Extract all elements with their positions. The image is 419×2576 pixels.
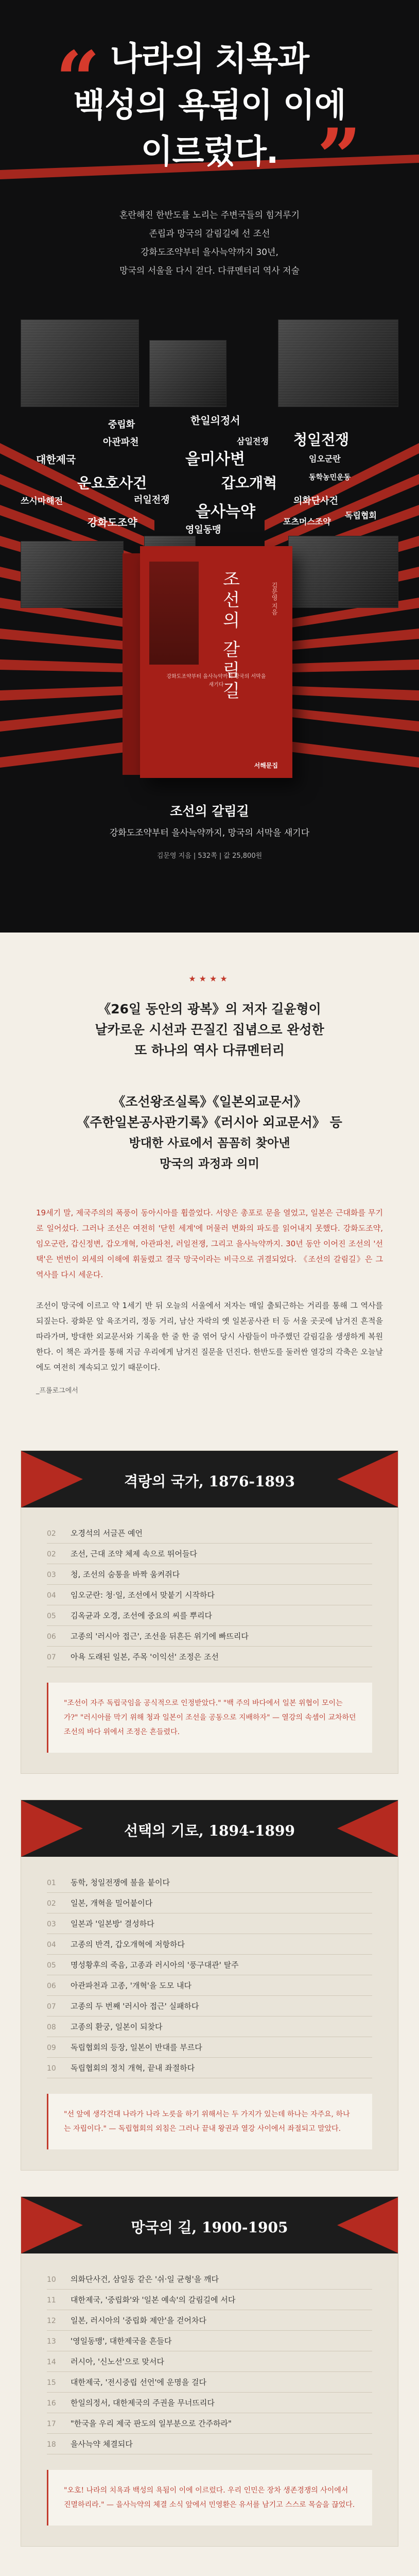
toc-part-title: 격랑의 국가, 1876-1893 <box>124 1473 295 1490</box>
toc-quote: "조선이 자주 독립국임을 공식적으로 인정받았다." "백 주의 바다에서 일본 위협이 모이는 가?" "러시아를 막기 위해 청과 일본이 조선을 공동으로 지배하자" — 열강의 속셈이 교차하던 조선의 바다 위에서 조정은 흔들렸다. <box>47 1683 372 1753</box>
keyword: 동학농민운동 <box>309 473 351 482</box>
hero-description: 혼란해진 한반도를 노리는 주변국들의 힘겨루기 존립과 망국의 갈림길에 선 조선 강화도조약부터 을사늑약까지 30년, 망국의 서울을 다시 걷다. 다큐멘터리 역사 저술 <box>119 210 300 276</box>
body-note: _프롤로그에서 <box>36 1387 78 1395</box>
intro-lead-1: 《26일 동안의 광복》의 저자 길윤형이 날카로운 시선과 끈질긴 집념으로 완성한 또 하나의 역사 다큐멘터리 <box>95 1002 324 1058</box>
photo-ship <box>21 319 139 407</box>
list-item: 15 대한제국, '전시중립 선언'에 운명을 걸다 <box>47 2372 372 2393</box>
toc-quote: "오호! 나라의 치욕과 백성의 욕됨이 이에 이르렀다. 우리 인민은 장차 생존경쟁의 사이에서 진멸하리라." — 을사늑약의 체결 소식 앞에서 민영환은 유서를 남기고 스스로 목숨을 끊었다. <box>47 2470 372 2526</box>
keyword: 운요호사건 <box>77 474 147 492</box>
intro-body <box>0 1205 419 1450</box>
keyword: 독립협회 <box>345 511 377 520</box>
keyword: 을미사변 <box>185 450 245 468</box>
list-item: 03 일본과 '일본방' 결성하다 <box>47 1913 372 1934</box>
list-item: 02 오경석의 서글픈 예언 <box>47 1523 372 1544</box>
keyword: 청일전쟁 <box>293 431 350 448</box>
toc-part-2 <box>21 1800 398 2171</box>
book-cover <box>123 546 292 778</box>
book-spine <box>123 553 142 775</box>
toc-part-header <box>21 1800 398 1857</box>
list-item: 06 고종의 '러시아 접근', 조선을 뒤흔든 위기에 빠뜨리다 <box>47 1626 372 1647</box>
rating-stars: ★★★★ <box>188 974 231 984</box>
intro-section <box>0 933 419 1205</box>
list-item: 05 명성황후의 죽음, 고종과 러시아의 '풍구대관' 탈주 <box>47 1955 372 1975</box>
list-item: 14 러시아, '신노선'으로 맞서다 <box>47 2351 372 2372</box>
book-cover-title: 조선의 갈림길 <box>219 570 240 702</box>
keyword: 갑오개혁 <box>221 474 277 492</box>
keyword: 포츠머스조약 <box>283 517 331 527</box>
keyword: 아관파천 <box>103 437 139 448</box>
list-item: 18 을사늑약 체결되다 <box>47 2434 372 2454</box>
keyword: 삼일전쟁 <box>237 436 269 446</box>
intro-lead-2: 《조선왕조실록》《일본외교문서》 《주한일본공사관기록》《러시아 외교문서》 등 방대한 사료에서 꼼꼼히 찾아낸 망국의 과정과 의미 <box>77 1094 342 1171</box>
photo-crowd <box>21 541 124 608</box>
list-item: 07 아욕 도래된 일본, 주목 '이익선' 조정은 조선 <box>47 1647 372 1667</box>
body-paragraph: 19세기 말, 제국주의의 폭풍이 동아시아를 휩쓸었다. 서양은 총포로 문을 열었고, 일본은 근대화를 무기로 일어섰다. 그러나 조선은 여전히 '닫힌 세계'에 머물러 변화의 파도를 읽어내지 못했다. 강화도조약, 임오군란, 갑신정변, 갑오개혁, 아관파천, 러일전쟁, 그리고 을사늑약까지. 30년 동안 이어진 조선의 '선택'은 번번이 외세의 이해에 휘둘렸고 결국 망국이라는 비극으로 귀결되었다. 《조선의 갈림길》은 그 역사를 다시 세운다. <box>36 1208 383 1279</box>
keyword: 쓰시마해전 <box>21 496 63 506</box>
book-meta: 김문영 지음 | 532쪽 | 값 25,800원 <box>156 852 263 860</box>
list-item: 02 일본, 개혁을 밀어붙이다 <box>47 1893 372 1913</box>
keyword: 중립화 <box>108 419 135 430</box>
toc-part-title: 망국의 길, 1900-1905 <box>131 2219 288 2236</box>
keyword: 임오군란 <box>309 454 341 464</box>
list-item: 12 일본, 러시아의 '중립화 제안'을 걷어차다 <box>47 2310 372 2331</box>
book-front <box>140 546 292 778</box>
toc-chapter-list <box>21 1507 398 1677</box>
list-item: 08 고종의 환궁, 일본이 되찾다 <box>47 2016 372 2037</box>
body-paragraph: 조선이 망국에 이르고 약 1세기 반 뒤 오늘의 서울에서 저자는 매일 출퇴근하는 거리를 통해 그 역사를 되짚는다. 광화문 앞 육조거리, 정동 거리, 남산 자락의 옛 일본공사관 터 등 서울 곳곳에 남겨진 흔적을 따라가며, 방대한 외교문서와 기록을 한 줄 한 줄 엮어 당시 사람들이 마주했던 갈림길을 생생하게 복원한다. 이 책은 과거를 통해 지금 우리에게 남겨진 질문을 던진다. 한반도를 둘러싼 열강의 각축은 오늘날에도 여전히 계속되고 있기 때문이다. <box>36 1301 383 1372</box>
toc-part-3 <box>21 2196 398 2547</box>
book-cover-publisher: 서해문집 <box>254 762 278 769</box>
toc-chapter-list <box>21 1857 398 2089</box>
list-item: 01 동학, 청일전쟁에 불을 붙이다 <box>47 1872 372 1893</box>
table-of-contents <box>0 1450 419 2576</box>
hero-quote <box>0 35 419 202</box>
toc-quote: "선 앞에 생각건대 나라가 나라 노릇을 하기 위해서는 두 가지가 있는데 하나는 자주요, 하나는 자립이다." — 독립협회의 외침은 그러나 끝내 왕권과 열강 사이에서 좌절되고 말았다. <box>47 2094 372 2149</box>
book-subtitle: 강화도조약부터 을사늑약까지, 망국의 서막을 새기다 <box>109 828 310 838</box>
close-quote-icon: ” <box>317 112 361 202</box>
keyword: 한일의정서 <box>190 414 240 427</box>
list-item: 02 조선, 근대 조약 체제 속으로 뛰어들다 <box>47 1544 372 1564</box>
list-item: 16 한일의정서, 대한제국의 주권을 무너뜨리다 <box>47 2393 372 2413</box>
toc-part-header <box>21 2197 398 2253</box>
toc-part-title: 선택의 기로, 1894-1899 <box>124 1822 295 1839</box>
list-item: 04 임오군란: 청·일, 조선에서 맞붙기 시작하다 <box>47 1585 372 1605</box>
keyword: 의화단사건 <box>293 496 338 506</box>
list-item: 17 "한국을 우리 제국 판도의 일부분으로 간주하라" <box>47 2413 372 2434</box>
photo-soldiers <box>278 319 398 407</box>
hero-title: 나라의 치욕과 백성의 욕됨이 이에 이르렀다. <box>73 40 346 171</box>
toc-part-1 <box>21 1450 398 1774</box>
keyword: 영일동맹 <box>185 524 221 535</box>
toc-part-header <box>21 1451 398 1507</box>
keyword: 을사늑약 <box>196 503 255 521</box>
photo-building <box>149 340 226 407</box>
list-item: 11 대한제국, '중립화'와 '일본 예속'의 갈림길에 서다 <box>47 2290 372 2310</box>
book-title: 조선의 갈림길 <box>170 804 249 819</box>
photo-palace <box>288 536 398 608</box>
list-item: 03 청, 조선의 숨통을 바짝 움켜쥐다 <box>47 1564 372 1585</box>
hero-section <box>0 0 419 933</box>
list-item: 06 아관파천과 고종, '개혁'을 도모 내다 <box>47 1975 372 1996</box>
list-item: 10 의화단사건, 삼일동 같은 '쉬·일 균형'을 깨다 <box>47 2269 372 2290</box>
list-item: 10 독립협회의 정치 개혁, 끝내 좌절하다 <box>47 2058 372 2078</box>
keyword: 러일전쟁 <box>134 495 170 505</box>
book-cover-photo <box>149 562 199 665</box>
book-cover-subtitle: 강화도조약부터 을사늑약까지 망국의 서막을 새기다 <box>166 674 266 688</box>
list-item: 04 고종의 반격, 갑오개혁에 저항하다 <box>47 1934 372 1955</box>
list-item: 05 김옥균과 오경, 조선에 중요의 씨를 뿌리다 <box>47 1605 372 1626</box>
book-cover-author: 김문영 지음 <box>271 582 278 615</box>
list-item: 07 고종의 두 번째 '러시아 접근' 실패하다 <box>47 1996 372 2016</box>
keyword: 강화도조약 <box>88 516 137 529</box>
keyword: 대한제국 <box>36 453 76 466</box>
list-item: 09 독립협회의 등장, 일본이 반대를 부르다 <box>47 2037 372 2058</box>
list-item: 13 '영일동맹', 대한제국을 흔들다 <box>47 2331 372 2351</box>
open-quote-icon: “ <box>56 35 100 125</box>
toc-chapter-list <box>21 2253 398 2465</box>
